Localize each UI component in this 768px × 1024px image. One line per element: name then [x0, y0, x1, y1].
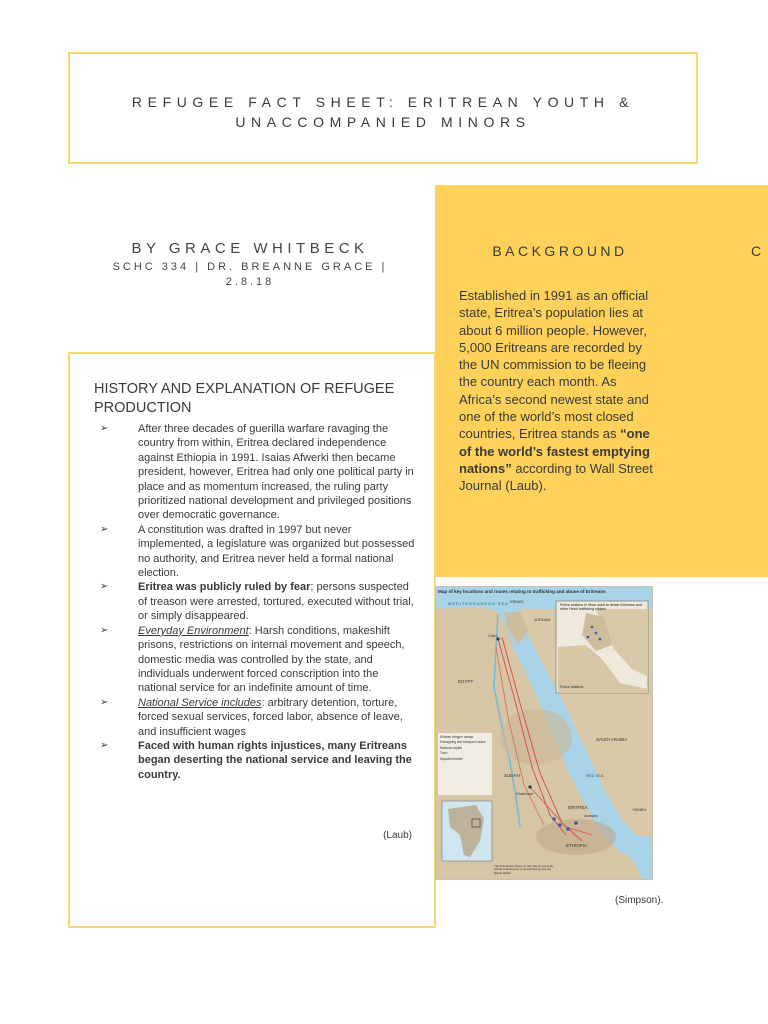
- map-label: Cairo: [488, 633, 498, 638]
- arrow-bullet-icon: ➢: [100, 624, 109, 636]
- bullet-text: A constitution was drafted in 1997 but never implemented, a legislature was organized but possessed no authority, and Eritrea never held a formal national election.: [138, 523, 415, 580]
- legend-item: Town: [440, 751, 448, 756]
- bullet-text: : arbitrary detention, torture, forced sexual services, forced labor, absence of leave, and insufficient wages: [138, 696, 403, 738]
- map-label: JORDAN: [534, 617, 551, 622]
- list-item: [100, 739, 416, 782]
- map-citation: (Simpson).: [615, 895, 664, 906]
- map-label: EGYPT: [458, 679, 474, 684]
- legend-item: Eritrean refugee camps: [440, 735, 474, 739]
- list-item: [100, 624, 416, 696]
- list-item: [100, 580, 416, 623]
- background-text: [459, 287, 661, 495]
- trafficking-routes-map: [435, 586, 653, 880]
- list-item: [100, 422, 416, 523]
- bullet-label: Everyday Environment: [138, 624, 249, 637]
- map-label: RED SEA: [586, 773, 604, 778]
- map-label: SUDAN: [504, 773, 520, 778]
- course-line-2: 2.8.18: [225, 276, 275, 288]
- history-citation: (Laub): [383, 830, 412, 841]
- map-label: ERITREA: [568, 805, 588, 810]
- map-inset-title: Police stations in Sinai used to detain Eritreans and other Head trafficking victims: [560, 603, 642, 612]
- history-heading: HISTORY AND EXPLANATION OF REFUGEE PRODUCTION: [94, 381, 395, 416]
- map-label: ETHIOPIA: [566, 843, 588, 848]
- legend-item: Kidnapping and transport routes: [440, 740, 486, 745]
- title-box: [68, 52, 698, 164]
- history-box: [68, 352, 436, 928]
- legend-item: National capital: [440, 745, 462, 750]
- map-label: MEDITERRANEAN SEA: [448, 601, 509, 606]
- map-legend: [440, 735, 490, 762]
- page-title: [70, 92, 696, 132]
- map-graphic: [436, 587, 652, 879]
- title-line-2: UNACCOMPANIED MINORS: [235, 114, 531, 130]
- bullet-label: National Service includes: [138, 696, 262, 709]
- legend-item: Disputed border: [440, 756, 463, 761]
- course-info: [80, 260, 420, 290]
- background-quote: “one of the world’s fastest emptying nations”: [459, 426, 650, 476]
- map-label: ISRAEL: [510, 599, 525, 604]
- author-byline: BY GRACE WHITBECK: [131, 240, 369, 257]
- list-item: [100, 523, 416, 581]
- arrow-bullet-icon: ➢: [100, 523, 109, 535]
- map-label: Asmara: [584, 813, 598, 818]
- bullet-bold-text: Eritrea was publicly ruled by fear: [138, 581, 311, 594]
- bullet-bold-text: Faced with human rights injustices, many Eritreans began deserting the national service and leaving the country.: [138, 739, 412, 781]
- background-panel: [435, 185, 768, 577]
- bullet-text: ; persons suspected of treason were arrested, tortured, executed without trial, or simply disappeared.: [138, 581, 414, 623]
- title-line-1: REFUGEE FACT SHEET: ERITREAN YOUTH &: [131, 94, 635, 110]
- arrow-bullet-icon: ➢: [100, 696, 109, 708]
- bullet-text: After three decades of guerilla warfare ravaging the country from within, Eritrea declared independence against Ethiopia in 1991. Isaias Afwerki then became president, however, Eritrea had only one political party in place and as momentum increased, the ruling party prioritized national development and privileged positions over democratic governance.: [138, 423, 414, 522]
- arrow-bullet-icon: ➢: [100, 581, 109, 593]
- arrow-bullet-icon: ➢: [100, 739, 109, 751]
- map-label: YEMEN: [632, 807, 647, 812]
- map-footnote: The boundaries shown on this map do not imply official endorsement or acceptance by Human Rights Watch.: [494, 864, 554, 875]
- map-label: Police stations: [560, 685, 584, 689]
- background-heading: BACKGROUND: [492, 243, 628, 259]
- map-label: SAUDI ARABIA: [596, 737, 628, 742]
- list-item: [100, 696, 416, 739]
- map-label: Khartoum: [516, 791, 534, 796]
- history-list: [100, 422, 416, 782]
- cut-off-heading: C: [751, 243, 762, 259]
- bullet-text: : Harsh conditions, makeshift prisons, restrictions on internal movement and speech, domestic media was controlled by the state, and individuals underwent forced conscription into the national service for an indefinite amount of time.: [138, 624, 405, 695]
- course-line-1: SCHC 334 | DR. BREANNE GRACE |: [112, 261, 388, 273]
- background-intro: Established in 1991 as an official state, Eritrea’s population lies at about 6 million people. However, 5,000 Eritreans are recorded by the UN commission to be fleeing the country each month. As Africa’s second newest state and one of the world’s most closed countries, Eritrea stands as: [459, 288, 649, 442]
- background-end: according to Wall Street Journal (Laub).: [459, 460, 653, 494]
- map-title: Map of key locations and routes relating to trafficking and abuse of Eritreans: [438, 589, 606, 594]
- arrow-bullet-icon: ➢: [100, 423, 109, 434]
